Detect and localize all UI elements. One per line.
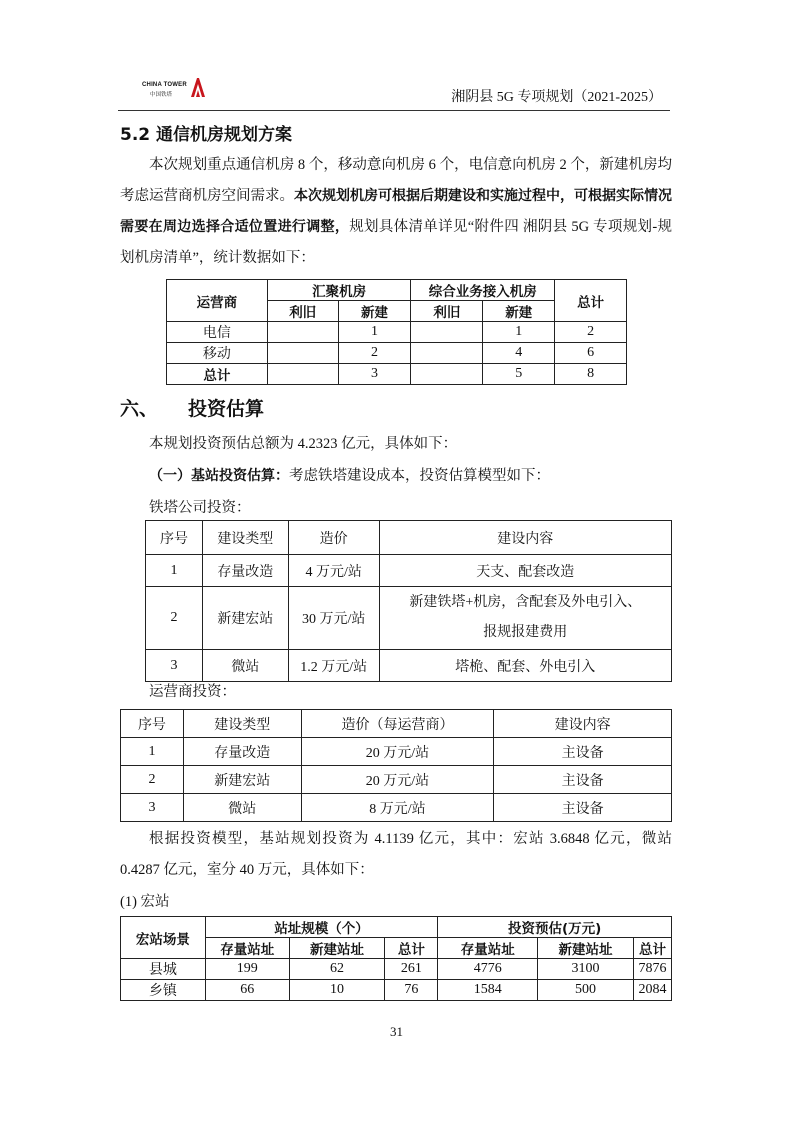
- cell: 微站: [183, 794, 301, 822]
- cell: 存量改造: [202, 555, 288, 587]
- cell: 4 万元/站: [288, 555, 379, 587]
- header-reuse: 利旧: [267, 301, 338, 322]
- header-content: 建设内容: [494, 710, 672, 738]
- cell: 主设备: [494, 794, 672, 822]
- cell: 3100: [538, 959, 634, 980]
- cell: 261: [385, 959, 438, 980]
- cell: 县城: [121, 959, 206, 980]
- cell: 1: [483, 322, 555, 343]
- para-normal-text: 本次规划重点通信机房 8 个，移动意向机房 6 个，电信意向机房 2 个，新建机房均考虑运营商机房空间需求。: [120, 157, 672, 204]
- section-heading-5-2: 5.2 通信机房规划方案: [120, 125, 293, 145]
- header-scale: 站址规模（个）: [205, 917, 438, 938]
- subsection-1-title: （一）基站投资估算：: [149, 468, 289, 484]
- invest-intro: 本规划投资预估总额为 4.2323 亿元，具体如下：: [149, 436, 458, 452]
- cell: 30 万元/站: [288, 587, 379, 650]
- cell: 4: [483, 343, 555, 364]
- cell-line: 报规报建费用: [483, 625, 568, 640]
- logo-text-en: CHINA TOWER: [142, 82, 187, 88]
- header-no: 序号: [146, 521, 203, 555]
- cell: [267, 322, 338, 343]
- cell: 主设备: [494, 738, 672, 766]
- header-new: 新建: [483, 301, 555, 322]
- header-no: 序号: [121, 710, 184, 738]
- room-stats-table: [166, 279, 627, 385]
- cell: [411, 343, 483, 364]
- cell: 塔桅、配套、外电引入: [379, 650, 671, 682]
- table-row: [167, 322, 627, 343]
- cell: 2084: [633, 980, 671, 1001]
- header-exist: 存量站址: [205, 938, 289, 959]
- header-new: 新建站址: [289, 938, 385, 959]
- cell: 电信: [167, 322, 268, 343]
- header-access-room: 综合业务接入机房: [411, 280, 555, 301]
- cell: 20 万元/站: [301, 738, 494, 766]
- cell: 7876: [633, 959, 671, 980]
- cell: 天支、配套改造: [379, 555, 671, 587]
- cell: [411, 364, 483, 385]
- section-5-2-paragraph: [120, 150, 672, 274]
- cell: 1: [146, 555, 203, 587]
- header-invest: 投资预估(万元): [438, 917, 672, 938]
- cell: [267, 343, 338, 364]
- cell: [379, 587, 671, 650]
- header-title: 湘阴县 5G 专项规划（2021-2025）: [451, 90, 662, 105]
- table-row: [121, 766, 672, 794]
- table-row: [146, 650, 672, 682]
- tower-invest-table: [145, 520, 672, 682]
- cell: 1: [121, 738, 184, 766]
- header-total: 总计: [633, 938, 671, 959]
- cell: [267, 364, 338, 385]
- header-operator: 运营商: [167, 280, 268, 322]
- cell: 8 万元/站: [301, 794, 494, 822]
- cell: 10: [289, 980, 385, 1001]
- table-row: [121, 959, 672, 980]
- cell: 2: [121, 766, 184, 794]
- cell: 76: [385, 980, 438, 1001]
- operator-invest-label: 运营商投资：: [149, 684, 236, 700]
- cell: 3: [146, 650, 203, 682]
- cell: 62: [289, 959, 385, 980]
- header-reuse: 利旧: [411, 301, 483, 322]
- cell: 移动: [167, 343, 268, 364]
- table-row: [121, 738, 672, 766]
- cell: 总计: [167, 364, 268, 385]
- header-aggregation-room: 汇聚机房: [267, 280, 411, 301]
- cell: 4776: [438, 959, 538, 980]
- logo-text-cn: 中国铁塔: [150, 92, 173, 98]
- header-scene: 宏站场景: [121, 917, 206, 959]
- cell: 199: [205, 959, 289, 980]
- cell: 6: [555, 343, 627, 364]
- cell: 新建宏站: [202, 587, 288, 650]
- header-content: 建设内容: [379, 521, 671, 555]
- cell: 3: [121, 794, 184, 822]
- macro-label: (1) 宏站: [120, 894, 170, 910]
- cell: 66: [205, 980, 289, 1001]
- section-heading-6: [120, 394, 264, 421]
- cell: 500: [538, 980, 634, 1001]
- cell: 1584: [438, 980, 538, 1001]
- subsection-1-text: 考虑铁塔建设成本，投资估算模型如下：: [289, 468, 550, 484]
- header-total: 总计: [385, 938, 438, 959]
- cell: 1.2 万元/站: [288, 650, 379, 682]
- cell: 1: [338, 322, 411, 343]
- header-cost: 造价（每运营商）: [301, 710, 494, 738]
- cell: 乡镇: [121, 980, 206, 1001]
- header-total: 总计: [555, 280, 627, 322]
- cell: 新建宏站: [183, 766, 301, 794]
- cell: 2: [555, 322, 627, 343]
- tower-logo-icon: [190, 76, 206, 98]
- table-row: [146, 587, 672, 650]
- subsection-1: [149, 464, 550, 485]
- para-tail-text: 规划具体清单详见“附件四 湘阴县 5G 专项规划-规划机房清单”，统计数据如下：: [120, 219, 673, 266]
- cell: [411, 322, 483, 343]
- section-title: 投资估算: [188, 398, 265, 420]
- tower-invest-label: 铁塔公司投资：: [149, 500, 251, 516]
- section-number: 六、: [120, 398, 159, 420]
- cell: 5: [483, 364, 555, 385]
- cell: 存量改造: [183, 738, 301, 766]
- table-row: [146, 555, 672, 587]
- cell: 8: [555, 364, 627, 385]
- header-type: 建设类型: [202, 521, 288, 555]
- cell: 3: [338, 364, 411, 385]
- header-cost: 造价: [288, 521, 379, 555]
- para-bold-text: 本次规划机房可根据后期建设和实施过程中，可根据实际情况需要在周边选择合适位置进行调整，: [120, 188, 672, 235]
- china-tower-logo: [142, 74, 212, 100]
- page-number: 31: [390, 1024, 403, 1039]
- macro-station-table: [120, 916, 672, 1001]
- cell: 主设备: [494, 766, 672, 794]
- table-row: [167, 343, 627, 364]
- header-new: 新建: [338, 301, 411, 322]
- invest-paragraph: 根据投资模型，基站规划投资为 4.1139 亿元，其中：宏站 3.6848 亿元，微站 0.4287 亿元，室分 40 万元，具体如下：: [120, 831, 672, 878]
- header-new: 新建站址: [538, 938, 634, 959]
- operator-invest-table: [120, 709, 672, 822]
- header-type: 建设类型: [183, 710, 301, 738]
- header-exist: 存量站址: [438, 938, 538, 959]
- cell-line: 新建铁塔+机房，含配套及外电引入、: [409, 595, 642, 610]
- cell: 微站: [202, 650, 288, 682]
- table-row: [121, 980, 672, 1001]
- cell: 2: [146, 587, 203, 650]
- page-header: [118, 66, 670, 111]
- cell: 20 万元/站: [301, 766, 494, 794]
- table-row: [167, 364, 627, 385]
- table-row: [121, 794, 672, 822]
- cell: 2: [338, 343, 411, 364]
